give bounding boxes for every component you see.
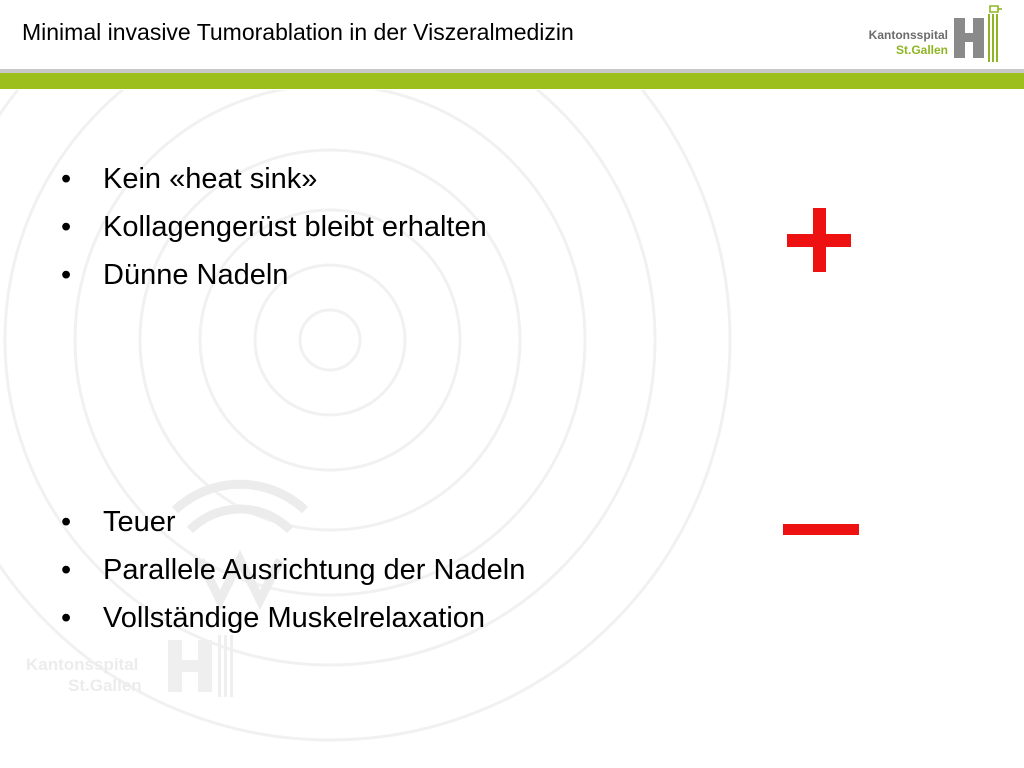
watermark-text-line1: Kantonsspital bbox=[26, 655, 139, 674]
logo-text-line2: St.Gallen bbox=[895, 43, 948, 57]
bullet-glyph: • bbox=[61, 259, 72, 291]
bullet-glyph: • bbox=[61, 602, 72, 634]
header-divider-green bbox=[0, 73, 1024, 89]
bullet-glyph: • bbox=[61, 163, 72, 195]
logo-text-line1: Kantonsspital bbox=[868, 28, 948, 42]
list-item bbox=[58, 251, 487, 299]
list-item bbox=[58, 498, 525, 546]
cons-list bbox=[58, 498, 525, 642]
list-item-text: Kein «heat sink» bbox=[103, 163, 318, 195]
list-item bbox=[58, 155, 487, 203]
list-item bbox=[58, 594, 525, 642]
bullet-glyph: • bbox=[61, 554, 72, 586]
list-item-text: Kollagengerüst bleibt erhalten bbox=[103, 211, 487, 243]
watermark-text-line2: St.Gallen bbox=[68, 676, 142, 695]
plus-icon bbox=[787, 208, 851, 272]
list-item bbox=[58, 546, 525, 594]
list-item-text: Teuer bbox=[103, 506, 176, 538]
bullet-glyph: • bbox=[61, 506, 72, 538]
pros-list bbox=[58, 155, 487, 299]
hospital-h-logo-icon bbox=[954, 4, 1016, 66]
list-item-text: Dünne Nadeln bbox=[103, 259, 289, 291]
list-item bbox=[58, 203, 487, 251]
minus-icon bbox=[783, 524, 859, 535]
list-item-text: Parallele Ausrichtung der Nadeln bbox=[103, 554, 526, 586]
hospital-logo bbox=[868, 4, 1018, 66]
page-title: Minimal invasive Tumorablation in der Viszeralmedizin bbox=[22, 19, 574, 45]
list-item-text: Vollständige Muskelrelaxation bbox=[103, 602, 486, 634]
bullet-glyph: • bbox=[61, 211, 72, 243]
